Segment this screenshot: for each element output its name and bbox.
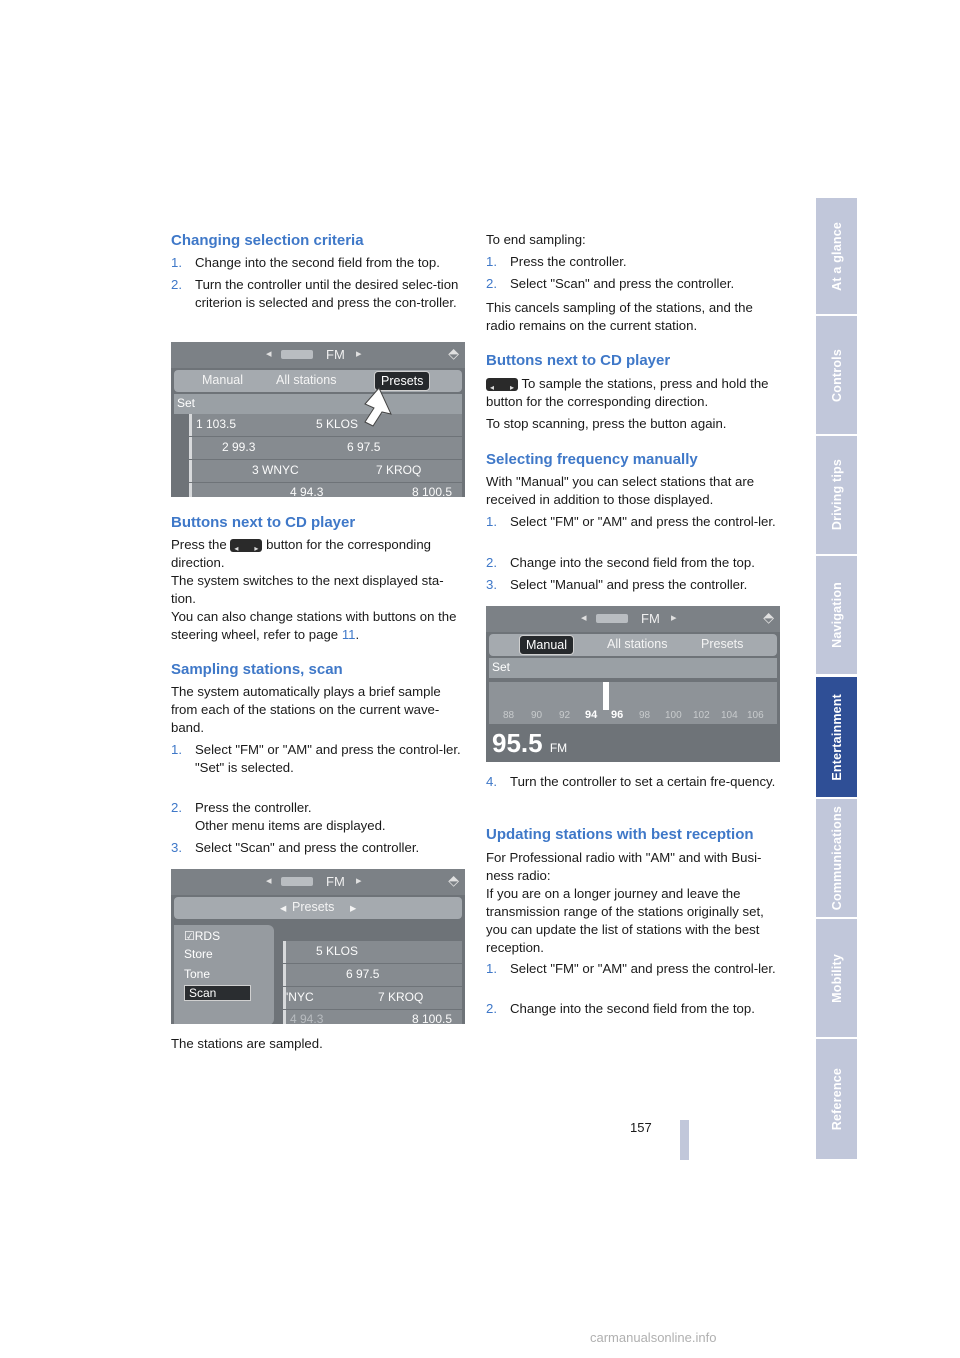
- presets-label: Presets: [292, 900, 335, 914]
- sidebar-tab-driving-tips[interactable]: [816, 436, 857, 554]
- tuning-marker-icon: [601, 682, 611, 712]
- check-icon: ☑: [184, 929, 195, 943]
- list-text: Press the controller.: [510, 254, 627, 269]
- paragraph: To stop scanning, press the button again.: [486, 416, 727, 431]
- sidebar-tab-communications[interactable]: [816, 799, 857, 917]
- tab-presets: Presets: [374, 371, 430, 391]
- station-row: [283, 964, 462, 986]
- screen-header: [486, 606, 780, 632]
- text: Other menu items are displayed.: [195, 818, 386, 833]
- frequency-tick: 96: [611, 709, 624, 721]
- station-label: 7 KROQ: [376, 463, 422, 477]
- screen-header: [171, 342, 465, 368]
- page-link[interactable]: 11: [341, 627, 356, 642]
- list-number: 1.: [171, 255, 182, 270]
- station-row: [189, 483, 462, 497]
- sidebar-tab-at-a-glance[interactable]: [816, 198, 857, 314]
- heading-buttons-next-to-cd-player: Buttons next to CD player: [171, 514, 356, 531]
- sidebar-tab-label: Reference: [829, 1067, 844, 1131]
- arrow-right-icon: ▸: [356, 348, 362, 360]
- paragraph: This cancels sampling of the stations, and the radio remains on the current station.: [486, 300, 753, 333]
- list-number: 1.: [486, 254, 497, 269]
- seek-button-icon: ◂ ▸: [230, 539, 262, 552]
- list-number: 3.: [486, 577, 497, 592]
- band-label: FM: [326, 347, 345, 362]
- sidebar-tab-entertainment[interactable]: [816, 677, 857, 797]
- tab-presets: Presets: [701, 637, 744, 651]
- arrow-left-icon: ◂: [280, 901, 287, 915]
- station-label: 'NYC: [286, 990, 314, 1004]
- scan-menu-panel: [174, 925, 274, 1024]
- list-text: Change into the second field from the top.: [510, 1001, 755, 1016]
- list-number: 2.: [486, 555, 497, 570]
- page-marker: [680, 1120, 689, 1160]
- station-label: 2 99.3: [222, 440, 256, 454]
- arrow-left-icon: ◂: [266, 875, 272, 887]
- menu-item-rds: [184, 929, 220, 943]
- frequency-tick: 102: [693, 710, 710, 721]
- station-row: [189, 414, 462, 436]
- band-indicator: [281, 350, 313, 359]
- sidebar-tab-label: Communications: [829, 805, 844, 911]
- list-text: Select "FM" or "AM" and press the control-ler.: [510, 961, 776, 976]
- radio-screen-presets: [171, 342, 465, 497]
- station-label: 4 94.3: [290, 485, 324, 497]
- station-row: [283, 987, 462, 1009]
- heading-selecting-frequency-manually: Selecting frequency manually: [486, 451, 698, 468]
- station-label: 1 103.5: [196, 417, 237, 431]
- text: button for the corresponding direction.: [171, 537, 432, 570]
- paragraph: [171, 536, 463, 572]
- expand-icon: ⬘: [448, 872, 459, 888]
- radio-screen-scan-menu: [171, 869, 465, 1024]
- list-number: 3.: [171, 840, 182, 855]
- tab-bar: [489, 634, 777, 656]
- screen-header: [171, 869, 465, 895]
- frequency-tick: 88: [503, 710, 515, 721]
- set-row: [174, 394, 462, 414]
- text: Select "FM" or "AM" and press the control-ler.: [195, 742, 461, 757]
- footer-watermark: carmanualsonline.info: [590, 1330, 717, 1345]
- station-label: 4 94.3: [290, 1012, 324, 1024]
- menu-item-store: Store: [184, 947, 213, 961]
- radio-screen-manual: [486, 606, 780, 762]
- tab-bar: [174, 370, 462, 392]
- text: Press the controller.: [195, 800, 312, 815]
- list-text: Turn the controller to set a certain fre-quency.: [510, 774, 776, 789]
- sidebar-tab-controls[interactable]: [816, 316, 857, 434]
- station-label: 6 97.5: [347, 440, 381, 454]
- tab-manual: Manual: [202, 373, 243, 387]
- paragraph: [486, 375, 778, 411]
- station-label: 8 100.5: [412, 485, 453, 497]
- frequency-tick: 106: [747, 710, 764, 721]
- list-number: 1.: [171, 742, 182, 757]
- list-number: 2.: [171, 277, 182, 292]
- set-label: Set: [492, 660, 511, 674]
- list-text: Select "Manual" and press the controller.: [510, 577, 748, 592]
- arrow-right-icon: ▸: [356, 875, 362, 887]
- station-label: 6 97.5: [346, 967, 380, 981]
- frequency-value: 95.5: [492, 728, 543, 758]
- frequency-tick: 100: [665, 710, 682, 721]
- list-text: [195, 799, 463, 835]
- menu-item-label: RDS: [194, 929, 221, 943]
- sidebar-tab-reference[interactable]: [816, 1039, 857, 1159]
- sidebar-tab-label: At a glance: [829, 221, 844, 291]
- paragraph: [171, 608, 463, 644]
- paragraph: The stations are sampled.: [171, 1036, 323, 1051]
- station-row: [283, 941, 462, 963]
- list-number: 2.: [171, 800, 182, 815]
- paragraph: For Professional radio with "AM" and with Busi-ness radio:: [486, 850, 762, 883]
- text: To sample the stations, press and hold the button for the corresponding direction.: [486, 376, 769, 409]
- station-label: 5 KLOS: [316, 944, 359, 958]
- paragraph: If you are on a longer journey and leave the transmission range of the stations originally set, you can update the list of stations with the best reception.: [486, 886, 764, 955]
- list-number: 4.: [486, 774, 497, 789]
- sidebar-tab-label: Driving tips: [829, 459, 844, 531]
- frequency-tick: 104: [721, 710, 738, 721]
- menu-item-scan: Scan: [184, 985, 251, 1001]
- set-label: Set: [177, 396, 196, 410]
- band-label: FM: [641, 611, 660, 626]
- heading-sampling-stations-scan: Sampling stations, scan: [171, 661, 343, 678]
- station-label: 7 KROQ: [378, 990, 424, 1004]
- paragraph: The system automatically plays a brief sample from each of the stations on the current wave-band.: [171, 684, 441, 735]
- list-number: 1.: [486, 514, 497, 529]
- heading-updating-stations: Updating stations with best reception: [486, 826, 754, 843]
- pointer-arrow-icon: [349, 384, 395, 430]
- tab-manual: Manual: [519, 635, 574, 655]
- paragraph: To end sampling:: [486, 232, 586, 247]
- arrow-left-icon: ◂: [266, 348, 272, 360]
- station-row: [189, 460, 462, 482]
- band-indicator: [596, 614, 628, 623]
- arrow-left-icon: ◂: [581, 612, 587, 624]
- sidebar-tab-label: Controls: [829, 348, 844, 402]
- sidebar-tab-label: Entertainment: [829, 693, 844, 781]
- sidebar-tab-navigation[interactable]: [816, 556, 857, 674]
- seek-button-icon: ◂ ▸: [486, 378, 518, 391]
- presets-bar: [174, 897, 462, 919]
- current-frequency: [492, 728, 567, 759]
- band-label: FM: [549, 741, 568, 755]
- heading-changing-selection-criteria: Changing selection criteria: [171, 232, 364, 249]
- station-label: 8 100.5: [412, 1012, 453, 1024]
- station-row: [283, 1010, 462, 1024]
- list-number: 2.: [486, 276, 497, 291]
- band-label: FM: [326, 874, 345, 889]
- set-row: [489, 658, 777, 678]
- text: "Set" is selected.: [195, 760, 294, 775]
- paragraph: With "Manual" you can select stations that are received in addition to those displayed.: [486, 474, 755, 507]
- expand-icon: ⬘: [448, 345, 459, 361]
- list-text: Select "Scan" and press the controller.: [510, 276, 735, 291]
- text: You can also change stations with buttons on the steering wheel, refer to page: [171, 609, 457, 642]
- paragraph: The system switches to the next displayed sta-tion.: [171, 573, 444, 606]
- tab-all-stations: All stations: [607, 637, 668, 651]
- station-label: 5 KLOS: [316, 417, 359, 431]
- text: .: [355, 627, 360, 642]
- menu-item-tone: Tone: [184, 967, 211, 981]
- frequency-tick: 92: [559, 710, 571, 721]
- list-number: 2.: [486, 1001, 497, 1016]
- expand-icon: ⬘: [763, 609, 774, 625]
- text: Press the: [171, 537, 227, 552]
- page-number: 157: [630, 1120, 652, 1135]
- frequency-tick: 98: [639, 710, 651, 721]
- frequency-tick: 94: [585, 709, 598, 721]
- list-text: Turn the controller until the desired selec-tion criterion is selected and press the con-troller.: [195, 277, 459, 310]
- tab-all-stations: All stations: [276, 373, 337, 387]
- sidebar-tab-label: Mobility: [829, 953, 844, 1003]
- station-row: [189, 437, 462, 459]
- sidebar-tab-label: Navigation: [829, 582, 844, 648]
- list-text: [195, 741, 463, 777]
- band-indicator: [281, 877, 313, 886]
- frequency-tick: 90: [531, 710, 543, 721]
- arrow-right-icon: ▸: [671, 612, 677, 624]
- list-text: Change into the second field from the top.: [195, 255, 440, 270]
- heading-buttons-next-to-cd-player: Buttons next to CD player: [486, 352, 671, 369]
- list-text: Change into the second field from the top.: [510, 555, 755, 570]
- list-number: 1.: [486, 961, 497, 976]
- sidebar-tab-mobility[interactable]: [816, 919, 857, 1037]
- list-text: Select "FM" or "AM" and press the control-ler.: [510, 514, 776, 529]
- arrow-right-icon: ▸: [350, 901, 357, 915]
- station-label: 3 WNYC: [252, 463, 299, 477]
- frequency-scale: [489, 682, 777, 724]
- list-text: Select "Scan" and press the controller.: [195, 840, 420, 855]
